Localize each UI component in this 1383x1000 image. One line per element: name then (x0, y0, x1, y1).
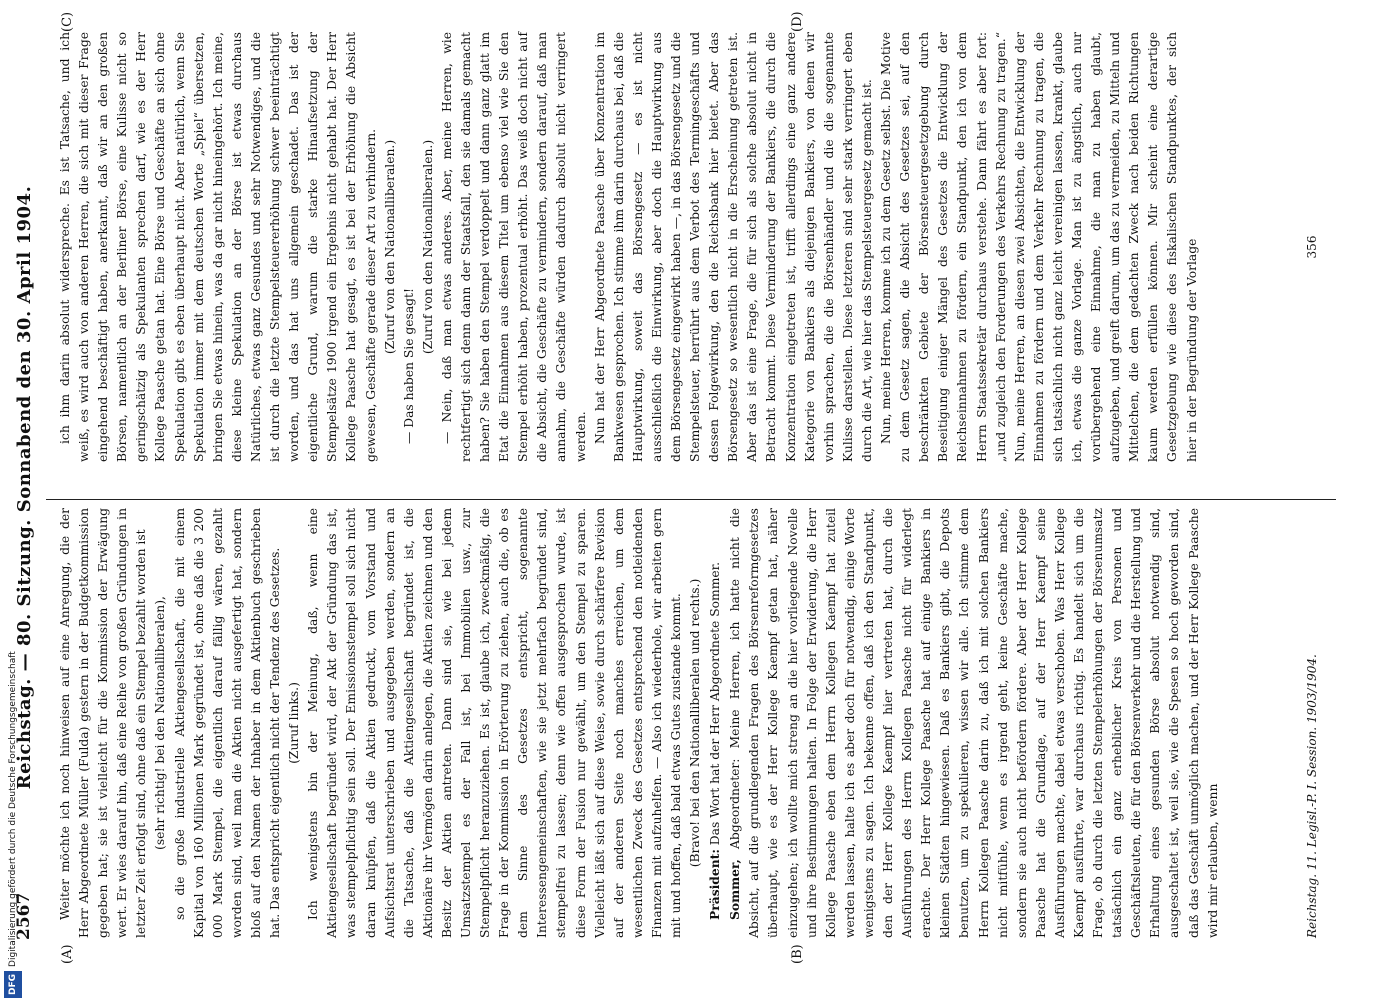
paragraph: — Das haben Sie gesagt! (401, 288, 416, 444)
paragraph: ich ihm darin absolut widerspreche. Es ist Tatsache, und ich weiß, es wird auch von anderen Herren, die sich mit dieser Frage eingehend beschäftigt haben, anerkannt, daß wir an den großen Börsen, namentlich an der Berliner Börse, eine Kulisse nicht so geringschätzig als Spekulanten sprechen darf, wie es der Herr Kollege Paasche getan hat. Eine Börse und Geschäfte an sich ohne Spekulation gibt es eben überhaupt nicht. Aber natürlich, wenn Sie Spekulation immer mit dem deutschen Worte „Spiel“ übersetzen, bringen Sie etwas hinein, was da gar nicht hineingehört. Ich meine, diese kleine Spekulation an der Börse ist etwas durchaus Natürliches, etwas ganz Gesundes und sehr Notwendiges, und die ist durch die letzte Stempelsteuererhöhung schwer beeinträchtigt worden, und das hat uns allgemein geschadet. Das ist der eigentliche Grund, warum die starke Hinaufsetzung der Stempelsätze 1900 irgend ein Ergebnis nicht gehabt hat. Der Herr Kollege Paasche hat gesagt, es ist bei der Erhöhung die Absicht gewesen, Geschäfte gerade dieser Art zu verhindern. (58, 32, 378, 462)
margin-marker-b: (B) (790, 944, 805, 964)
speaker-label: Sommer, (727, 859, 743, 920)
page-number: 2567 (14, 892, 34, 940)
page-title: Reichstag. — 80. Sitzung. Sonnabend den 30. April 1904. (14, 185, 35, 790)
paragraph: Nun hat der Herr Abgeordnete Paasche über Konzentration im Bankwesen gesprochen. Ich stimme ihm darin durchaus bei, daß die Hauptwirkung, soweit das Börsengesetz — es ist nicht ausschließlich die Einwirkung, aber doch die Hauptwirkung aus dem Börsengesetz eingewirkt haben —, in das Börsengesetz und die Stempelsteuer, herrührt aus dem Verbot des Termingeschäfts und dessen Folgewirkung, den die Reichsbank hier bietet. Aber das Börsengesetz so wesentlich nicht in die Erscheinung getreten ist. Aber das ist eine Frage, die für sich als solche absolut nicht in Betracht kommt. Diese Verminderung der Bankiers, die durch die Konzentration eingetreten ist, trifft allerdings eine ganz andere Kategorie von Bankiers als diejenigen Bankiers, von denen wir vorhin sprachen, die die Börsenhändler und die die sogenannte Kulisse darstellen. Diese letzteren sind sehr stark verringert eben durch die Art, wie hier das Stempelsteuergesetz gemacht ist. (592, 32, 874, 462)
funding-text: Digitalisierung gefördert durch die Deutsche Forschungsgemeinschaft (8, 651, 18, 967)
paragraph: Weiter möchte ich noch hinweisen auf eine Anregung, die der Herr Abgeordnete Müller (Fulda) gestern in der Budgetkommission gegeben hat; sie ist vielleicht für die Kommission der Erwägung wert. Er wies darauf hin, daß eine Reihe von großen Gründungen in letzter Zeit erfolgt sind, ohne daß ein Stempel bezahlt worden ist (58, 508, 149, 938)
interjection: (Zuruf links.) (287, 682, 302, 764)
president-paragraph (705, 508, 725, 938)
footer-sheet-number: 356 (1305, 235, 1319, 259)
interjection: (Zuruf von den Nationalliberalen.) (382, 139, 397, 355)
dfg-logo: DFG (4, 971, 22, 998)
interjection: (sehr richtig! bei den Nationalliberalen), (153, 596, 168, 850)
margin-marker-d: (D) (790, 11, 805, 32)
paragraph: Nun, meine Herren, komme ich zu dem Gesetz selbst. Die Motive zu dem Gesetz sagen, die Absicht des Gesetzes sei, auf den beschränkten Gebiete der Börsensteuergesetzgebung durch Beseitigung einiger Mängel des Gesetzes die Entwicklung der Reichseinnahmen zu fördern, ein Standpunkt, den ich von dem Herrn Staatssekretär durchaus verstehe. Dann fährt es aber fort: „und zugleich den Forderungen des Verkehrs Rechnung zu tragen.“ Nun, meine Herren, an diesen zwei Absichten, die Entwicklung der Einnahmen zu fördern und dem Verkehr Rechnung zu tragen, die sich tatsächlich nicht ganz leicht vereinigen lassen, krankt, glaube ich, etwas die ganze Vorlage. Man ist zu ängstlich, auch nur vorübergehend eine Einnahme, die man zu haben glaubt, aufzugeben, und greift darum, um das zu vermeiden, zu Mitteln und Mittelchen, die dem gedachten Zweck nach beiden Richtungen kaum werden erfüllen können. Mir scheint eine derartige Gesetzgebung wie diese des fiskalischen Standpunktes, der sich hier in der Begründung der Vorlage (879, 32, 1199, 462)
left-column (56, 508, 1223, 938)
speaker-label: Präsident: (707, 849, 723, 920)
paragraph: so die große industrielle Aktiengesellschaft, die mit einem Kapital von 160 Millionen Mark gegründet ist, ohne daß die 3 200 000 Mark Stempel, die eigentlich darauf fällig wären, gezahlt worden sind, weil man die Aktien nicht ausgefertigt hat, sondern bloß auf den Namen der Inhaber in dem Aktienbuch geschrieben hat. Das entspricht eigentlich nicht der Tendenz des Gesetzes. (172, 508, 283, 938)
interjection: (Bravo! bei den Nationalliberalen und rechts.) (688, 578, 703, 868)
margin-marker-a: (A) (60, 944, 75, 964)
footer-session: Reichstag. 11. Legisl.-P. I. Session. 1903/1904. (1305, 654, 1319, 938)
sommer-paragraph (725, 508, 1222, 938)
column-divider (46, 499, 1336, 500)
paragraph: — Nein, daß man etwas anderes. Aber, meine Herren, wie rechtfertigt sich denn dann der Staatsfall, den sie damals gemacht haben? Sie haben den Stempel verdoppelt und dann ganz glatt im Etat die Einnahmen aus diesem Titel um ebenso viel wie Sie den Stempel erhöht haben, prozentual erhöht. Das weiß doch nicht auf die Absicht, die Geschäfte zu vermindern, sondern darauf, daß man annahm, die Geschäfte würden dadurch absolut nicht verringert werden. (439, 32, 588, 462)
margin-marker-c: (C) (60, 11, 75, 32)
interjection: (Zuruf von den Nationalliberalen.) (420, 139, 435, 355)
funding-note (4, 608, 22, 998)
paragraph: Ich wenigstens bin der Meinung, daß, wenn eine Aktiengesellschaft begründet wird, der Akt der Gründung das ist, was stempelpflichtig sein soll. Der Emissionsstempel soll sich nicht daran knüpfen, daß die Aktien gedruckt, vom Vorstand und Aufsichtsrat unterschrieben und ausgegeben werden, sondern an die Tatsache, daß die Aktiengesellschaft begründet ist, die Aktionäre ihr Vermögen darin anlegen, die Aktien zeichnen und den Besitz der Aktien antreten. Dann sind sie, wie bei jedem Umsatzstempel es der Fall ist, bei Immobilien usw., zur Stempelpflicht heranzuziehen. Es ist, glaube ich, zweckmäßig, die Frage in der Kommission in Erörterung zu ziehen, auch die, ob es dem Sinne des Gesetzes entspricht, sogenannte Interessengemeinschaften, wie sie jetzt mehrfach begründet sind, stempelfrei zu lassen; denn wie offen ausgesprochen wurde, ist diese Form der Fusion nur gewählt, um den Stempel zu sparen. Vielleicht läßt sich auf diese Weise, sowie durch schärfere Revision auf der anderen Seite noch manches erreichen, um dem wesentlichen Zweck des Gesetzes entsprechend den notleidenden Finanzen mit aufzuhelfen. — Also ich wiederhole, wir arbeiten gern mit und hoffen, daß bald etwas Gutes zustande kommt. (306, 508, 683, 938)
right-column (56, 32, 1202, 462)
speech-text: Abgeordneter: Meine Herren, ich hatte nicht die Absicht, auf die grundlegenden Fragen des Börsenreformgesetzes überhaupt, wie es der Herr Kollege Kaempf getan hat, näher einzugehen; ich wollte mich streng an die hier vorliegende Novelle und ihre Bestimmungen halten. In Folge der Erwiderung, die Herr Kollege Paasche eben dem Herrn Kollegen Kaempf hat zuteil werden lassen, halte ich es aber doch für notwendig, einige Worte wenigstens zu sagen. Ich bekenne offen, daß ich den Standpunkt, den der Herr Kollege Kaempf hier vertreten hat, durch die Ausführungen des Herrn Kollegen Paasche nicht für widerlegt erachte. Der Herr Kollege Paasche hat auf einige Bankiers in kleinen Städten hingewiesen. Daß es Bankiers gibt, die Depots benutzen, um zu spekulieren, wissen wir alle. Ich stimme dem Herrn Kollegen Paasche darin zu, daß ich mit solchen Bankiers nicht mitfühle, wenn es irgend geht, keine Geschäfte mache, sondern sie auch nicht befördern fördere. Aber der Herr Kollege Paasche hat die Grundlage, auf der Herr Kaempf seine Ausführungen machte, dabei etwas verschoben. Was Herr Kollege Kaempf ausführte, war durchaus richtig. Es handelt sich um die Frage, ob durch die letzten Stempelerhöhungen der Börsenumsatz tatsächlich ein ganz erheblicher Kreis von Personen und Geschäftsleuten, die für den Börsenverkehr und die Herstellung und Erhaltung eines gesunden Börse absolut notwendig sind, ausgeschaltet ist, weil sie, wie die Spesen so hoch geworden sind, daß das Geschäft unmöglich machen, und der Herr Kollege Paasche wird mir erlauben, wenn (728, 508, 1220, 938)
speech-text: Das Wort hat der Herr Abgeordnete Sommer. (708, 561, 723, 846)
